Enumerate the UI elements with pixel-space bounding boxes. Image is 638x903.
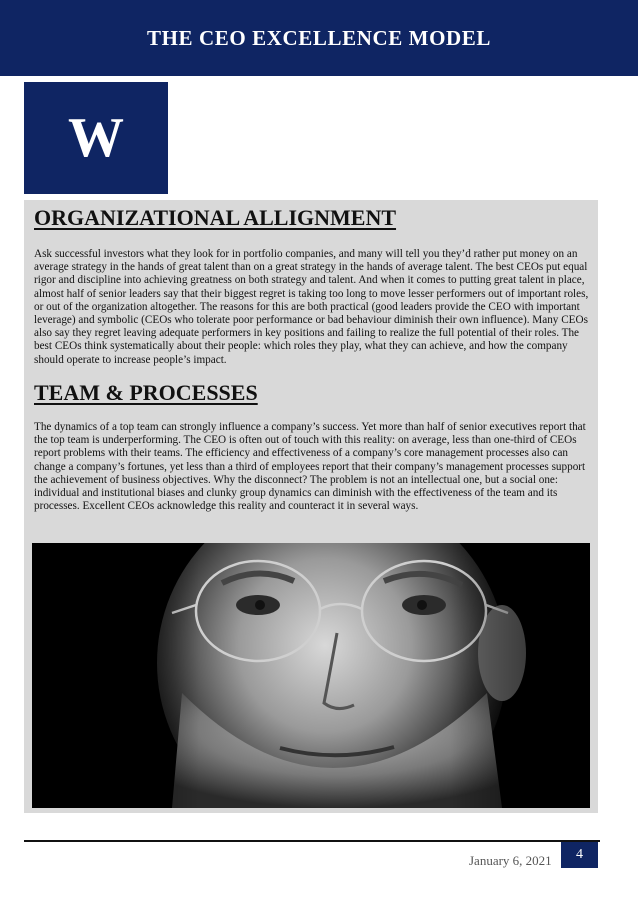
portrait-illustration <box>32 543 590 808</box>
section-heading-team-processes: TEAM & PROCESSES <box>34 380 258 405</box>
section-body-organizational-alignment: Ask successful investors what they look for in portfolio companies, and many will tell you they’d rather put money on an average strategy in the hands of great talent than on a great strategy in the hands of average talent. The best CEOs put equal rigor and discipline into achieving greatness on both strategy and talent. And when it comes to putting great talent in place, almost half of senior leaders say that their biggest regret is taking too long to move lesser performers out of important roles, or out of the organization altogether. The reasons for this are both practical (good leaders provide the CEO with important leverage) and symbolic (CEOs who tolerate poor performance or bad behaviour diminish their own influence). Many CEOs also say they regret leaving adequate performers in key positions and failing to realize the full potential of their roles. The best CEOs think systematically about their people: which roles they play, what they can achieve, and how the company should operate to increase people’s impact. <box>34 248 589 366</box>
footer-rule <box>24 840 600 842</box>
page-number: 4 <box>576 847 583 862</box>
header-title: THE CEO EXCELLENCE MODEL <box>146 25 492 50</box>
page-header <box>0 0 638 76</box>
drop-cap-box <box>24 82 168 194</box>
drop-cap-letter: W <box>68 107 124 169</box>
page-number-badge <box>561 842 598 868</box>
portrait-photo <box>32 543 590 808</box>
section-body-team-processes: The dynamics of a top team can strongly influence a company’s success. Yet more than half of senior executives report that the top team is underperforming. The CEO is often out of touch with this reality: on average, less than one-third of CEOs report problems with their teams. The efficiency and effectiveness of a company’s core management processes also can change a company’s fortunes, yet less than a third of employees report that their company’s management processes support the achievement of business objectives. Why the disconnect? The problem is not an intellectual one, but a social one: individual and institutional biases and clunky group dynamics can diminish with the effectiveness of the team and its processes. Excellent CEOs acknowledge this reality and counteract it in several ways. <box>34 421 586 513</box>
section-heading-organizational-alignment: ORGANIZATIONAL ALLIGNMENT <box>34 205 397 230</box>
footer-date: January 6, 2021 <box>469 853 552 868</box>
